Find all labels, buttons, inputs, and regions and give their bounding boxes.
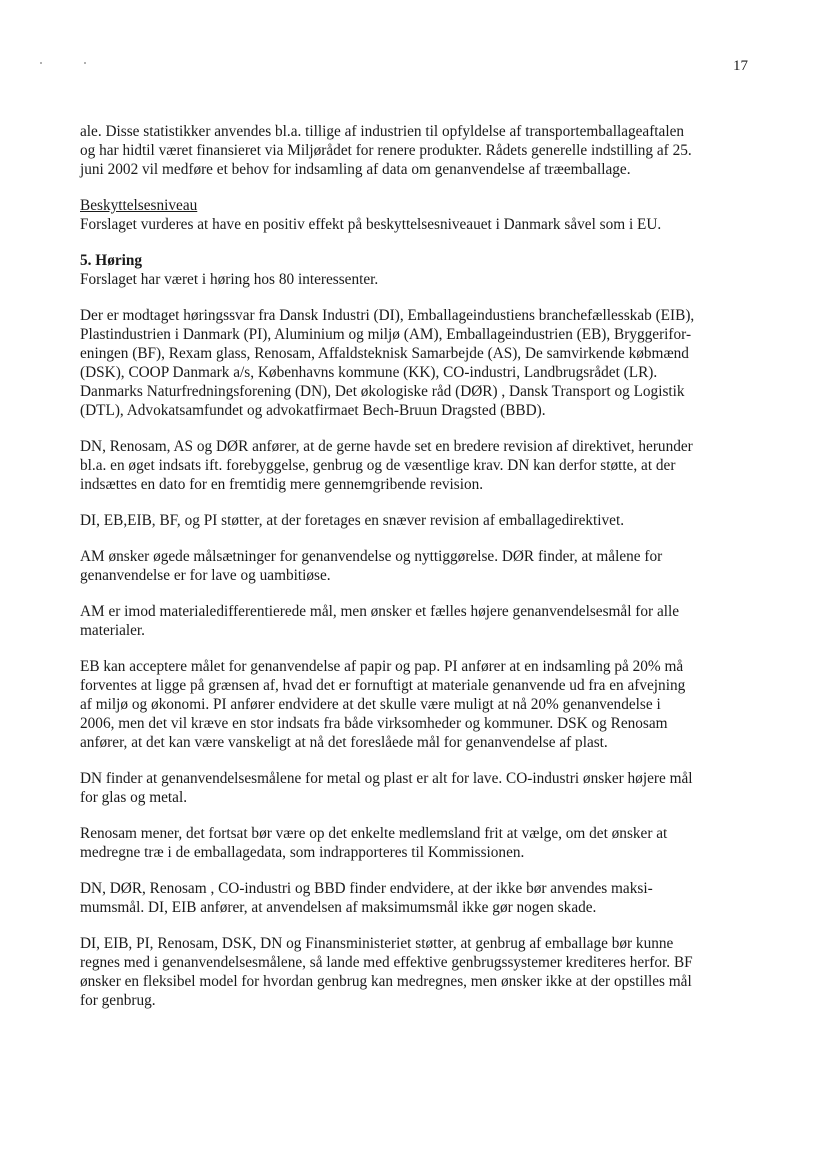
scan-artifact xyxy=(84,62,86,64)
paragraph-gap xyxy=(80,862,760,879)
text-line: genanvendelse er for lave og uambitiøse. xyxy=(80,567,331,584)
paragraph xyxy=(80,879,760,917)
page-number: 17 xyxy=(733,58,748,74)
text-line: Plastindustrien i Danmark (PI), Aluminium og miljø (AM), Emballageindustrien (EB), Bryggerifor- xyxy=(80,326,692,343)
text-line: indsættes en dato for en fremtidig mere gennemgribende revision. xyxy=(80,476,484,493)
text-line: AM ønsker øgede målsætninger for genanvendelse og nyttiggørelse. DØR finder, at målene for xyxy=(80,548,663,565)
text-line: Danmarks Naturfredningsforening (DN), Det økologiske råd (DØR) , Dansk Transport og Logistik xyxy=(80,383,685,400)
text-line: DI, EIB, PI, Renosam, DSK, DN og Finansministeriet støtter, at genbrug af emballage bør kunne xyxy=(80,935,674,952)
text-line: Forslaget har været i høring hos 80 interessenter. xyxy=(80,271,379,288)
text-line: for genbrug. xyxy=(80,992,156,1009)
paragraph xyxy=(80,934,760,1010)
text-line: EB kan acceptere målet for genanvendelse af papir og pap. PI anfører at en indsamling på 20% må xyxy=(80,658,684,675)
paragraph xyxy=(80,122,760,179)
paragraph-text xyxy=(80,122,760,179)
paragraph-text xyxy=(80,306,760,420)
paragraph-gap xyxy=(80,494,760,511)
text-line: mumsmål. DI, EIB anfører, at anvendelsen af maksimumsmål ikke gør nogen skade. xyxy=(80,899,597,916)
document-body xyxy=(80,122,760,1010)
text-line: (DSK), COOP Danmark a/s, Københavns kommune (KK), CO-industri, Landbrugsrådet (LR). xyxy=(80,364,658,381)
subsection-heading: Beskyttelsesniveau xyxy=(80,197,198,214)
paragraph-gap xyxy=(80,420,760,437)
text-line: forventes at ligge på grænsen af, hvad det er fornuftigt at materiale genanvende ud fra en afvejning xyxy=(80,677,686,694)
text-line: for glas og metal. xyxy=(80,789,188,806)
text-line: (DTL), Advokatsamfundet og advokatfirmaet Bech-Bruun Dragsted (BBD). xyxy=(80,402,546,419)
paragraph-text xyxy=(80,511,760,530)
text-line: Forslaget vurderes at have en positiv effekt på beskyttelsesniveauet i Danmark såvel som i EU. xyxy=(80,216,662,233)
paragraph-text xyxy=(80,547,760,585)
paragraph-gap xyxy=(80,752,760,769)
text-line: medregne træ i de emballagedata, som indrapporteres til Kommissionen. xyxy=(80,844,525,861)
text-line: DI, EB,EIB, BF, og PI støtter, at der foretages en snæver revision af emballagedirektivet. xyxy=(80,512,625,529)
text-line: regnes med i genanvendelsesmålene, så lande med effektive genbrugssystemer krediteres herfor. BF xyxy=(80,954,693,971)
text-line: eningen (BF), Rexam glass, Renosam, Affaldsteknisk Samarbejde (AS), De samvirkende købmænd xyxy=(80,345,689,362)
paragraph-gap xyxy=(80,640,760,657)
text-line: 2006, men det vil kræve en stor indsats fra både virksomheder og kommuner. DSK og Renosam xyxy=(80,715,668,732)
paragraph-gap xyxy=(80,179,760,196)
text-line: materialer. xyxy=(80,622,145,639)
paragraph-gap xyxy=(80,234,760,251)
text-line: DN, DØR, Renosam , CO-industri og BBD finder endvidere, at der ikke bør anvendes maksi- xyxy=(80,880,653,897)
paragraph-gap xyxy=(80,807,760,824)
paragraph-text xyxy=(80,657,760,752)
text-line: juni 2002 vil medføre et behov for indsamling af data om genanvendelse af træemballage. xyxy=(80,161,631,178)
paragraph-text xyxy=(80,602,760,640)
paragraph xyxy=(80,657,760,752)
paragraph-text xyxy=(80,270,760,289)
text-line: Renosam mener, det fortsat bør være op det enkelte medlemsland frit at vælge, om det ønsker at xyxy=(80,825,668,842)
paragraph xyxy=(80,547,760,585)
text-line: AM er imod materialedifferentierede mål, men ønsker et fælles højere genanvendelsesmål for alle xyxy=(80,603,680,620)
paragraph-gap xyxy=(80,530,760,547)
paragraph xyxy=(80,511,760,530)
text-line: DN finder at genanvendelsesmålene for metal og plast er alt for lave. CO-industri ønsker højere mål xyxy=(80,770,693,787)
paragraph-gap xyxy=(80,585,760,602)
text-line: ønsker en fleksibel model for hvordan genbrug kan medregnes, men ønsker ikke at der opstilles mål xyxy=(80,973,692,990)
paragraph xyxy=(80,437,760,494)
text-line: ale. Disse statistikker anvendes bl.a. tillige af industrien til opfyldelse af transportemballageaftalen xyxy=(80,123,685,140)
subsection xyxy=(80,196,760,234)
text-line: af miljø og økonomi. PI anfører endvidere at det skulle være muligt at nå 20% genanvendelse i xyxy=(80,696,661,713)
section-heading: 5. Høring xyxy=(80,252,143,269)
paragraph-text xyxy=(80,769,760,807)
paragraph-text xyxy=(80,879,760,917)
paragraph-gap xyxy=(80,917,760,934)
text-line: anfører, at det kan være vanskeligt at nå det foreslåede mål for genanvendelse af plast. xyxy=(80,734,608,751)
paragraph-text xyxy=(80,215,760,234)
paragraph xyxy=(80,769,760,807)
paragraph xyxy=(80,602,760,640)
paragraph xyxy=(80,306,760,420)
text-line: DN, Renosam, AS og DØR anfører, at de gerne havde set en bredere revision af direktivet, herunder xyxy=(80,438,693,455)
paragraph xyxy=(80,824,760,862)
text-line: og har hidtil været finansieret via Miljørådet for renere produkter. Rådets generelle indstilling af 25. xyxy=(80,142,692,159)
paragraph-text xyxy=(80,934,760,1010)
text-line: bl.a. en øget indsats ift. forebyggelse, genbrug og de væsentlige krav. DN kan derfor støtte, at der xyxy=(80,457,676,474)
text-line: Der er modtaget høringssvar fra Dansk Industri (DI), Emballageindustiens branchefællesskab (EIB), xyxy=(80,307,695,324)
paragraph-gap xyxy=(80,289,760,306)
paragraph-text xyxy=(80,824,760,862)
paragraph-text xyxy=(80,437,760,494)
scan-artifact xyxy=(40,62,42,64)
section xyxy=(80,251,760,289)
